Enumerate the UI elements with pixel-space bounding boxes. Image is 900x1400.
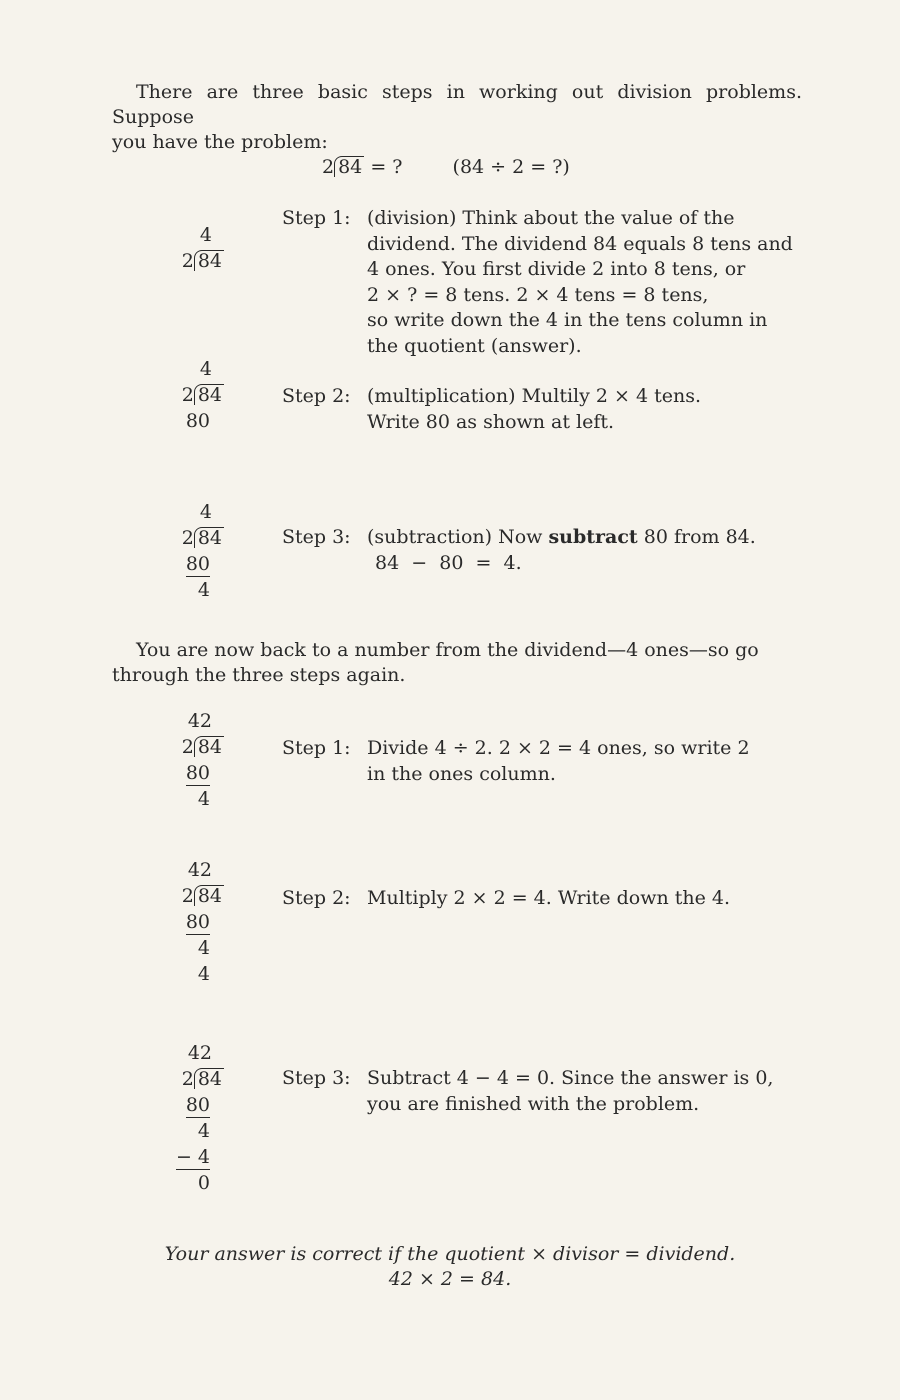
step-label-part1-2: Step 2: xyxy=(282,385,351,407)
step-line: 4 ones. You first divide 2 into 8 tens, or xyxy=(367,258,746,280)
divisor-dividend: 2 84 xyxy=(181,1068,222,1090)
quotient: 42 xyxy=(187,710,212,732)
divisor-dividend: 2 84 xyxy=(181,250,222,272)
step-label-part1-1: Step 1: xyxy=(282,207,351,229)
step-line: Write 80 as shown at left. xyxy=(367,410,615,433)
step-text-part1-1 xyxy=(367,206,797,359)
step-line: you are finished with the problem. xyxy=(367,1092,700,1115)
check-example: 42 × 2 = 84. xyxy=(388,1268,512,1290)
work-part1-step2 xyxy=(160,356,224,434)
problem-statement xyxy=(322,156,570,178)
step-label-part2-2: Step 2: xyxy=(282,887,351,909)
remainder: 4 xyxy=(197,579,210,601)
work-part2-step1 xyxy=(160,708,224,812)
intro-line-2: you have the problem: xyxy=(112,131,328,153)
step-line: Divide 4 ÷ 2. 2 × 2 = 4 ones, so write 2 xyxy=(367,737,750,759)
work-part1-step1 xyxy=(160,222,224,274)
step-label-part1-3: Step 3: xyxy=(282,526,351,548)
step-text-part2-2 xyxy=(367,886,797,912)
divisor-dividend: 2 84 xyxy=(181,885,222,907)
check-note xyxy=(100,1242,800,1292)
check-rule: Your answer is correct if the quotient × divisor = dividend. xyxy=(164,1243,736,1265)
step-text-part1-2 xyxy=(367,384,797,435)
step-text-part2-3 xyxy=(367,1066,797,1117)
work-part2-step2 xyxy=(160,857,224,987)
step-line: Subtract 4 − 4 = 0. Since the answer is 0, xyxy=(367,1067,774,1089)
step-line: (subtraction) Now subtract 80 from 84. xyxy=(367,526,756,548)
remainder: 4 xyxy=(197,937,210,959)
divisor-dividend: 2 84 xyxy=(181,527,222,549)
quotient: 42 xyxy=(187,859,212,881)
final-remainder: 0 xyxy=(197,1172,210,1194)
step-line: 84 − 80 = 4. xyxy=(375,551,522,574)
work-part1-step3 xyxy=(160,499,224,603)
quotient: 4 xyxy=(199,501,212,523)
step-label-part2-1: Step 1: xyxy=(282,737,351,759)
step-line: in the ones column. xyxy=(367,762,556,785)
step-line: (multiplication) Multily 2 × 4 tens. xyxy=(367,385,702,407)
step-text-part2-1 xyxy=(367,736,797,787)
product: 80 xyxy=(185,911,210,933)
intro-line-1: There are three basic steps in working out division problems. Suppose xyxy=(112,81,802,128)
step-line: dividend. The dividend 84 equals 8 tens and xyxy=(367,232,793,255)
product: 80 xyxy=(185,762,210,784)
middle-paragraph xyxy=(112,638,802,688)
product: 80 xyxy=(185,1094,210,1116)
product-2: 4 xyxy=(197,963,210,985)
product-2: − 4 xyxy=(175,1146,210,1168)
quotient: 4 xyxy=(199,358,212,380)
product: 80 xyxy=(185,553,210,575)
quotient: 42 xyxy=(187,1042,212,1064)
step-line: 2 × ? = 8 tens. 2 × 4 tens = 8 tens, xyxy=(367,283,709,306)
quotient: 4 xyxy=(199,224,212,246)
problem-alt-form: (84 ÷ 2 = ?) xyxy=(452,156,570,178)
step-line: the quotient (answer). xyxy=(367,334,582,357)
step-text-part1-3 xyxy=(367,525,797,576)
step-line: (division) Think about the value of the xyxy=(367,207,735,229)
middle-line-2: through the three steps again. xyxy=(112,664,406,686)
step-line: so write down the 4 in the tens column in xyxy=(367,309,768,331)
middle-line-1: You are now back to a number from the dividend—4 ones—so go xyxy=(136,639,759,661)
divisor-dividend: 2 84 xyxy=(181,384,222,406)
intro-paragraph xyxy=(112,80,802,155)
product: 80 xyxy=(185,410,210,432)
problem-equals: = ? xyxy=(370,156,403,178)
work-part2-step3 xyxy=(160,1040,224,1196)
problem-dividend: 84 xyxy=(334,156,364,177)
step-label-part2-3: Step 3: xyxy=(282,1067,351,1089)
divisor-dividend: 2 84 xyxy=(181,736,222,758)
remainder: 4 xyxy=(197,788,210,810)
remainder: 4 xyxy=(197,1120,210,1142)
step-line: Multiply 2 × 2 = 4. Write down the 4. xyxy=(367,887,731,909)
problem-divisor: 2 xyxy=(322,156,335,178)
